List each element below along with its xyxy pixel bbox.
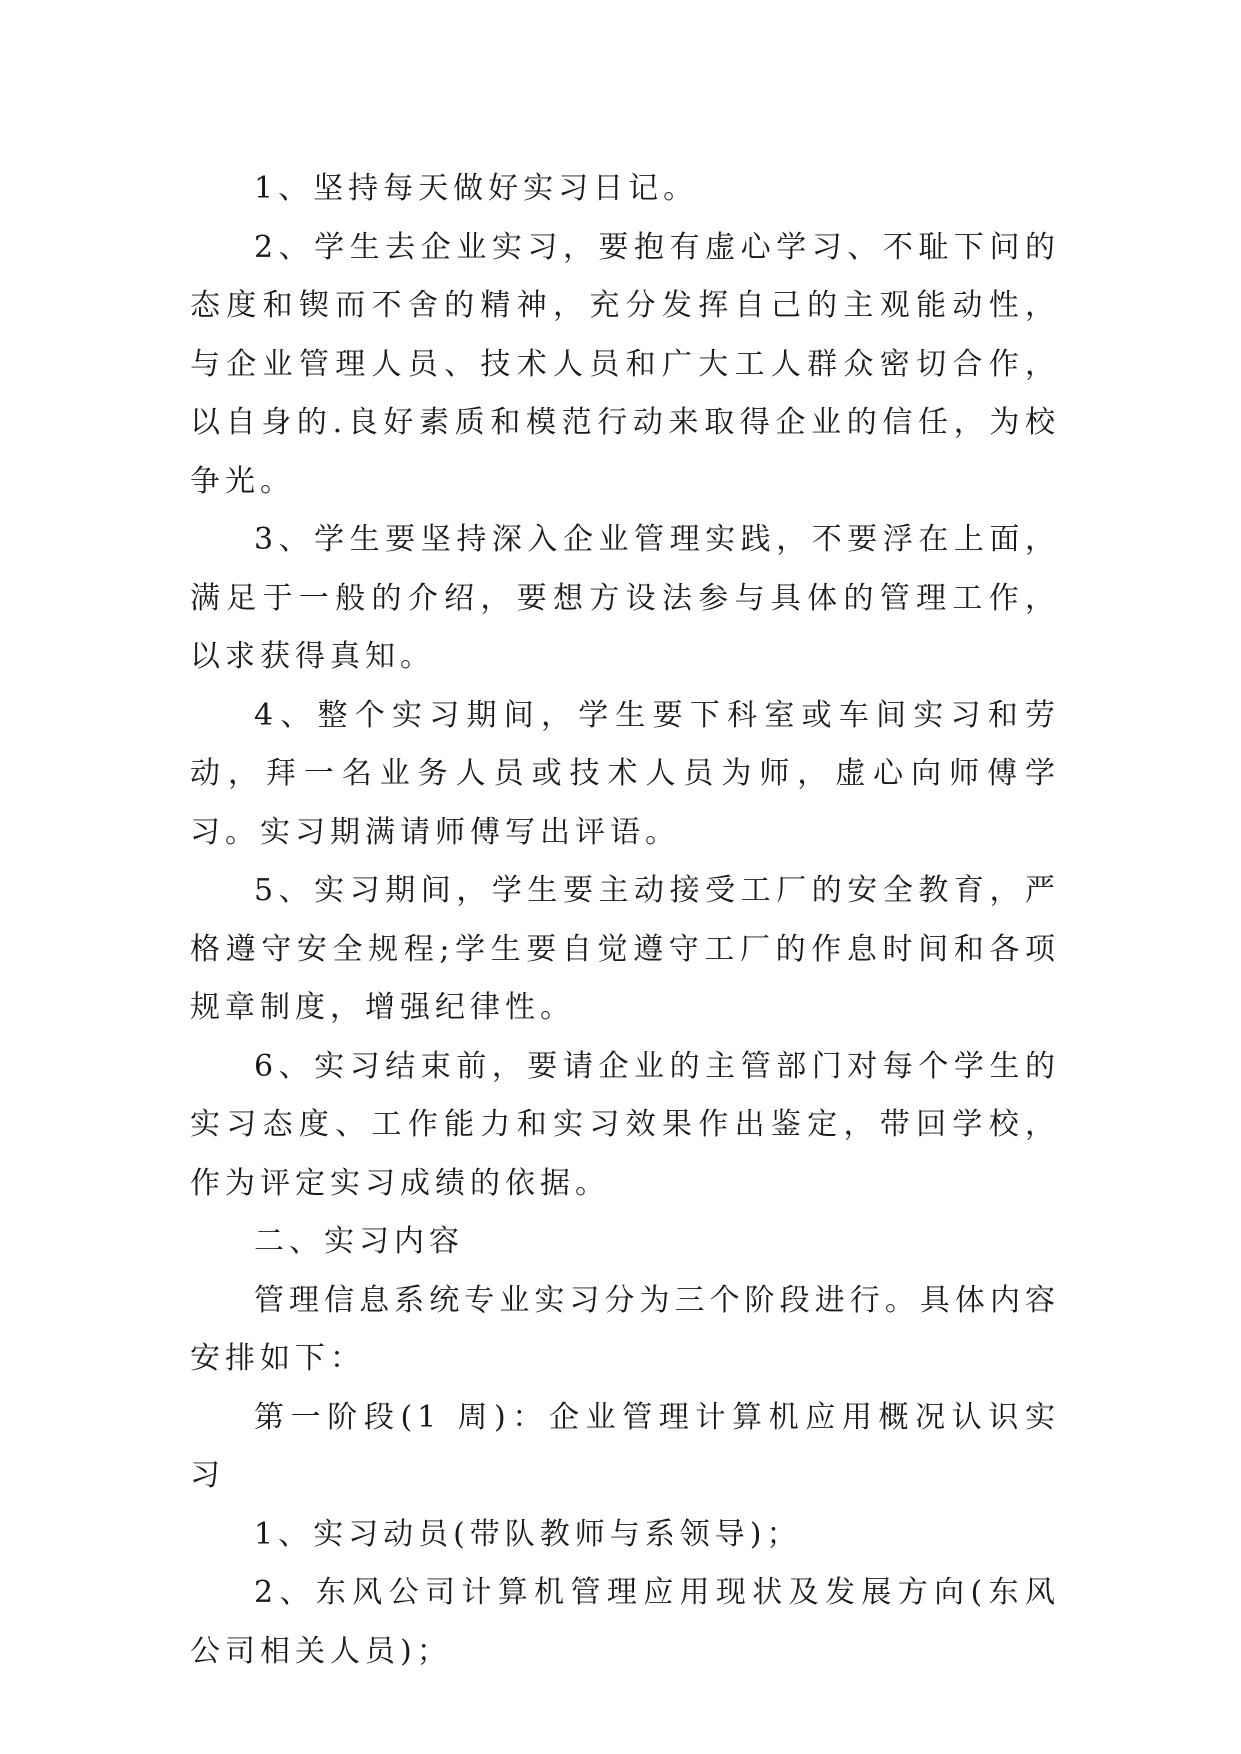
list-item-mobilization: 1、实习动员(带队教师与系领导)； xyxy=(254,1516,802,1552)
paragraph-stages-intro: 管理信息系统专业实习分为三个阶段进行。具体内容安排如下： xyxy=(190,1282,1060,1376)
paragraph-attitude: 2、学生去企业实习，要抱有虚心学习、不耻下问的态度和锲而不舍的精神，充分发挥自己的主观能动性，与企业管理人员、技术人员和广大工人群众密切合作，以自身的.良好素质和模范行动来取得企业的信任，为校争光。 xyxy=(190,229,1060,499)
document-body xyxy=(190,160,1060,1681)
stage-one-heading: 第一阶段(1 周)：企业管理计算机应用概况认识实习 xyxy=(190,1399,1060,1493)
paragraph-appraisal: 6、实习结束前，要请企业的主管部门对每个学生的实习态度、工作能力和实习效果作出鉴定，带回学校，作为评定实习成绩的依据。 xyxy=(190,1048,1060,1201)
paragraph-mentor: 4、整个实习期间，学生要下科室或车间实习和劳动，拜一名业务人员或技术人员为师，虚心向师傅学习。实习期满请师傅写出评语。 xyxy=(190,697,1060,850)
paragraph-practice: 3、学生要坚持深入企业管理实践，不要浮在上面，满足于一般的介绍，要想方设法参与具体的管理工作，以求获得真知。 xyxy=(190,522,1060,674)
list-item-dongfeng-status: 2、东风公司计算机管理应用现状及发展方向(东风公司相关人员)； xyxy=(190,1575,1060,1669)
paragraph-safety: 5、实习期间，学生要主动接受工厂的安全教育，严格遵守安全规程;学生要自觉遵守工厂的作息时间和各项规章制度，增强纪律性。 xyxy=(190,873,1060,1025)
paragraph-diary: 1、坚持每天做好实习日记。 xyxy=(254,171,699,206)
section-heading-content: 二、实习内容 xyxy=(254,1224,464,1259)
